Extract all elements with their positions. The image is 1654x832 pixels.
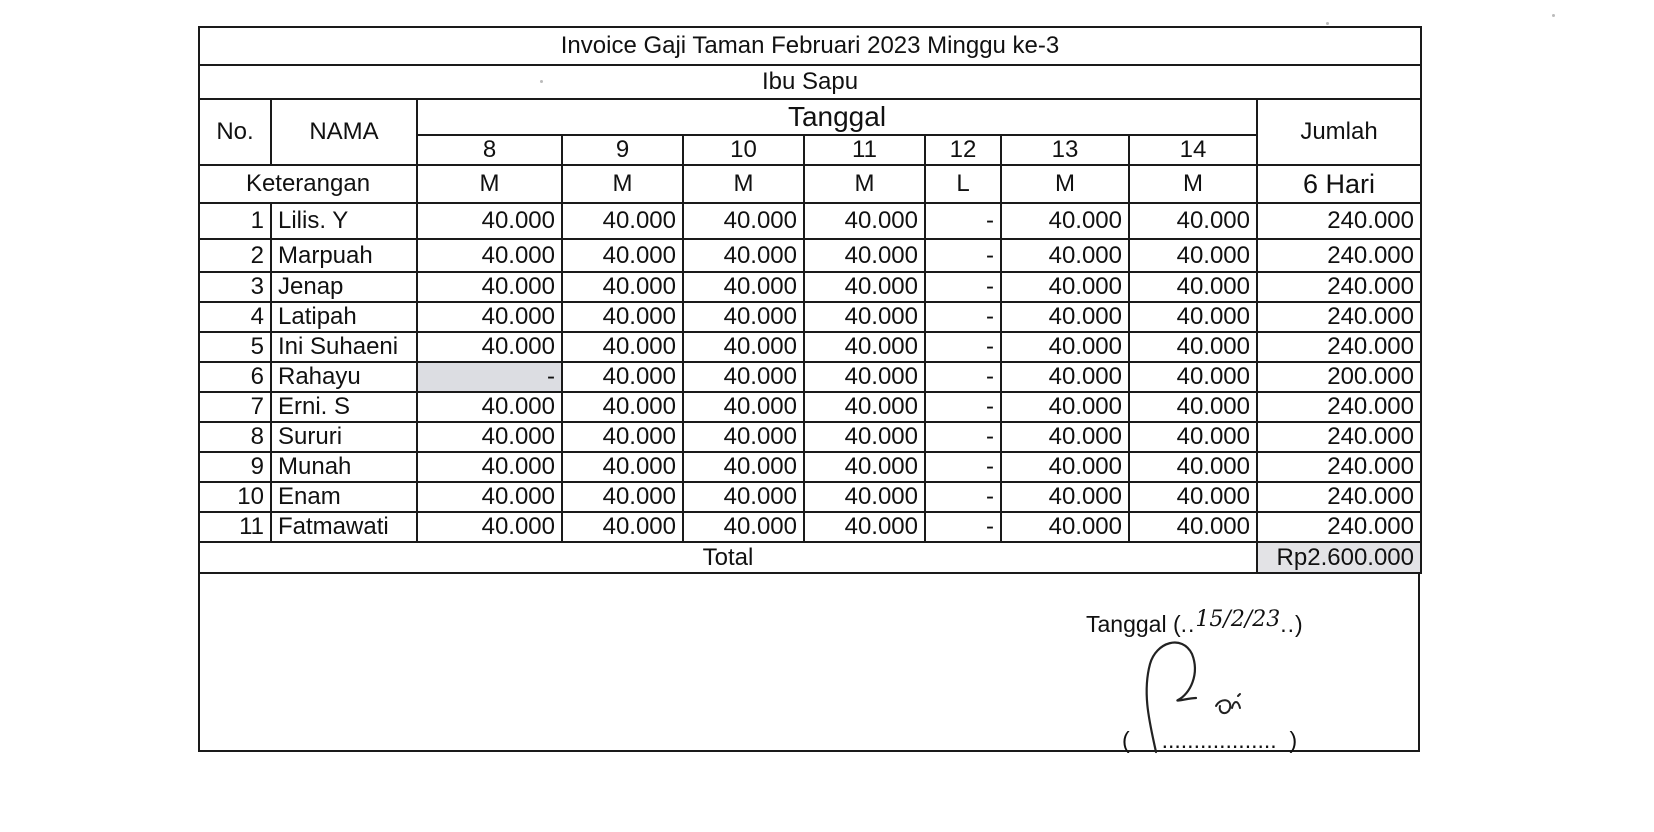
row-total: 240.000: [1257, 203, 1421, 239]
wage-cell: 40.000: [417, 512, 562, 542]
wage-cell: -: [925, 392, 1001, 422]
row-number: 1: [199, 203, 271, 239]
wage-cell: 40.000: [417, 332, 562, 362]
wage-cell: 40.000: [1129, 272, 1257, 302]
row-number: 2: [199, 239, 271, 272]
table-row: [199, 482, 1421, 512]
row-number: 9: [199, 452, 271, 482]
wage-cell: 40.000: [1001, 482, 1129, 512]
row-number: 5: [199, 332, 271, 362]
wage-cell: 40.000: [417, 272, 562, 302]
employee-name: Ini Suhaeni: [271, 332, 417, 362]
wage-cell: -: [925, 302, 1001, 332]
employee-name: Fatmawati: [271, 512, 417, 542]
day-code: M: [562, 165, 683, 203]
row-number: 6: [199, 362, 271, 392]
date-header: 9: [562, 135, 683, 165]
wage-cell: 40.000: [1001, 452, 1129, 482]
wage-cell: 40.000: [562, 362, 683, 392]
wage-cell: -: [925, 203, 1001, 239]
grand-total: Rp2.600.000: [1257, 542, 1421, 573]
signature-date: Tanggal (..15/2/23..): [1086, 607, 1303, 637]
date-header: 10: [683, 135, 804, 165]
wage-cell: 40.000: [804, 332, 925, 362]
wage-cell: 40.000: [417, 302, 562, 332]
row-total: 240.000: [1257, 512, 1421, 542]
row-total: 200.000: [1257, 362, 1421, 392]
wage-cell: -: [925, 422, 1001, 452]
wage-cell: 40.000: [804, 452, 925, 482]
row-total: 240.000: [1257, 452, 1421, 482]
employee-name: Rahayu: [271, 362, 417, 392]
day-code: M: [683, 165, 804, 203]
wage-cell: 40.000: [562, 239, 683, 272]
wage-cell: 40.000: [804, 422, 925, 452]
date-close: ): [1295, 611, 1303, 637]
wage-cell: 40.000: [1001, 362, 1129, 392]
wage-cell: 40.000: [417, 422, 562, 452]
wage-cell: 40.000: [1129, 392, 1257, 422]
employee-name: Munah: [271, 452, 417, 482]
header-tanggal: Tanggal: [417, 99, 1257, 135]
wage-cell: 40.000: [562, 482, 683, 512]
wage-cell: 40.000: [1129, 302, 1257, 332]
table-row: [199, 302, 1421, 332]
keterangan-label: Keterangan: [199, 165, 417, 203]
wage-cell: 40.000: [1129, 482, 1257, 512]
wage-cell: 40.000: [683, 239, 804, 272]
wage-cell: 40.000: [683, 512, 804, 542]
wage-cell: 40.000: [683, 362, 804, 392]
invoice-sheet: [198, 26, 1420, 752]
wage-cell: -: [925, 272, 1001, 302]
day-code: M: [1001, 165, 1129, 203]
wage-cell: 40.000: [804, 482, 925, 512]
wage-cell: 40.000: [1129, 452, 1257, 482]
row-number: 11: [199, 512, 271, 542]
days-total: 6 Hari: [1257, 165, 1421, 203]
wage-cell: 40.000: [1129, 203, 1257, 239]
employee-name: Lilis. Y: [271, 203, 417, 239]
date-header: 13: [1001, 135, 1129, 165]
row-total: 240.000: [1257, 302, 1421, 332]
wage-cell: 40.000: [1001, 272, 1129, 302]
wage-cell: 40.000: [804, 362, 925, 392]
name-dots: ..................: [1161, 727, 1277, 753]
wage-cell: 40.000: [683, 203, 804, 239]
row-number: 8: [199, 422, 271, 452]
employee-name: Sururi: [271, 422, 417, 452]
table-row: [199, 512, 1421, 542]
row-total: 240.000: [1257, 392, 1421, 422]
wage-cell: 40.000: [1129, 422, 1257, 452]
wage-cell: 40.000: [804, 272, 925, 302]
wage-cell: 40.000: [683, 332, 804, 362]
date-header: 8: [417, 135, 562, 165]
wage-cell: 40.000: [562, 203, 683, 239]
invoice-title: Invoice Gaji Taman Februari 2023 Minggu ke-3: [199, 27, 1421, 65]
wage-cell: 40.000: [562, 512, 683, 542]
date-header: 12: [925, 135, 1001, 165]
employee-name: Erni. S: [271, 392, 417, 422]
table-row: [199, 422, 1421, 452]
wage-cell: -: [925, 482, 1001, 512]
total-label: Total: [199, 542, 1257, 573]
wage-cell: 40.000: [804, 302, 925, 332]
wage-cell: 40.000: [417, 203, 562, 239]
row-total: 240.000: [1257, 482, 1421, 512]
wage-cell: 40.000: [562, 302, 683, 332]
table-row: [199, 239, 1421, 272]
wage-cell: -: [925, 512, 1001, 542]
signature-name-line: ( .................. ): [1122, 727, 1298, 753]
header-nama: NAMA: [271, 99, 417, 165]
invoice-subtitle: Ibu Sapu: [199, 65, 1421, 99]
date-header: 11: [804, 135, 925, 165]
wage-cell: 40.000: [804, 512, 925, 542]
signature-box: [198, 574, 1420, 752]
wage-cell: 40.000: [1001, 512, 1129, 542]
row-total: 240.000: [1257, 332, 1421, 362]
wage-cell: -: [925, 452, 1001, 482]
wage-cell: 40.000: [1129, 332, 1257, 362]
wage-cell: 40.000: [1001, 332, 1129, 362]
wage-cell: -: [925, 362, 1001, 392]
wage-cell: -: [417, 362, 562, 392]
wage-cell: 40.000: [417, 452, 562, 482]
wage-cell: 40.000: [804, 392, 925, 422]
date-header: 14: [1129, 135, 1257, 165]
wage-cell: 40.000: [417, 392, 562, 422]
employee-name: Jenap: [271, 272, 417, 302]
row-total: 240.000: [1257, 272, 1421, 302]
wage-cell: 40.000: [683, 482, 804, 512]
employee-name: Marpuah: [271, 239, 417, 272]
header-no: No.: [199, 99, 271, 165]
total-row: [199, 542, 1421, 573]
wage-cell: 40.000: [683, 422, 804, 452]
row-number: 10: [199, 482, 271, 512]
day-code: M: [1129, 165, 1257, 203]
wage-cell: 40.000: [562, 332, 683, 362]
wage-cell: 40.000: [1001, 203, 1129, 239]
wage-cell: 40.000: [683, 272, 804, 302]
wage-cell: 40.000: [417, 239, 562, 272]
table-row: [199, 392, 1421, 422]
invoice-table: [198, 26, 1422, 574]
wage-cell: 40.000: [683, 392, 804, 422]
wage-cell: 40.000: [417, 482, 562, 512]
row-number: 7: [199, 392, 271, 422]
row-total: 240.000: [1257, 239, 1421, 272]
row-number: 3: [199, 272, 271, 302]
wage-cell: 40.000: [804, 239, 925, 272]
row-total: 240.000: [1257, 422, 1421, 452]
table-row: [199, 332, 1421, 362]
table-row: [199, 452, 1421, 482]
wage-cell: 40.000: [1001, 302, 1129, 332]
handwritten-date: 15/2/23: [1195, 607, 1281, 632]
wage-cell: -: [925, 239, 1001, 272]
wage-cell: 40.000: [1129, 512, 1257, 542]
wage-cell: 40.000: [562, 452, 683, 482]
employee-name: Latipah: [271, 302, 417, 332]
day-code: M: [417, 165, 562, 203]
table-row: [199, 362, 1421, 392]
wage-cell: 40.000: [1129, 239, 1257, 272]
date-label: Tanggal (: [1086, 611, 1181, 637]
row-number: 4: [199, 302, 271, 332]
wage-cell: 40.000: [683, 302, 804, 332]
wage-cell: 40.000: [1001, 392, 1129, 422]
header-jumlah: Jumlah: [1257, 99, 1421, 165]
wage-cell: 40.000: [562, 272, 683, 302]
wage-cell: 40.000: [804, 203, 925, 239]
wage-cell: 40.000: [1001, 239, 1129, 272]
day-code: M: [804, 165, 925, 203]
wage-cell: 40.000: [1001, 422, 1129, 452]
wage-cell: -: [925, 332, 1001, 362]
wage-cell: 40.000: [562, 422, 683, 452]
wage-cell: 40.000: [1129, 362, 1257, 392]
wage-cell: 40.000: [562, 392, 683, 422]
table-row: [199, 272, 1421, 302]
table-row: [199, 203, 1421, 239]
wage-cell: 40.000: [683, 452, 804, 482]
day-code: L: [925, 165, 1001, 203]
employee-name: Enam: [271, 482, 417, 512]
